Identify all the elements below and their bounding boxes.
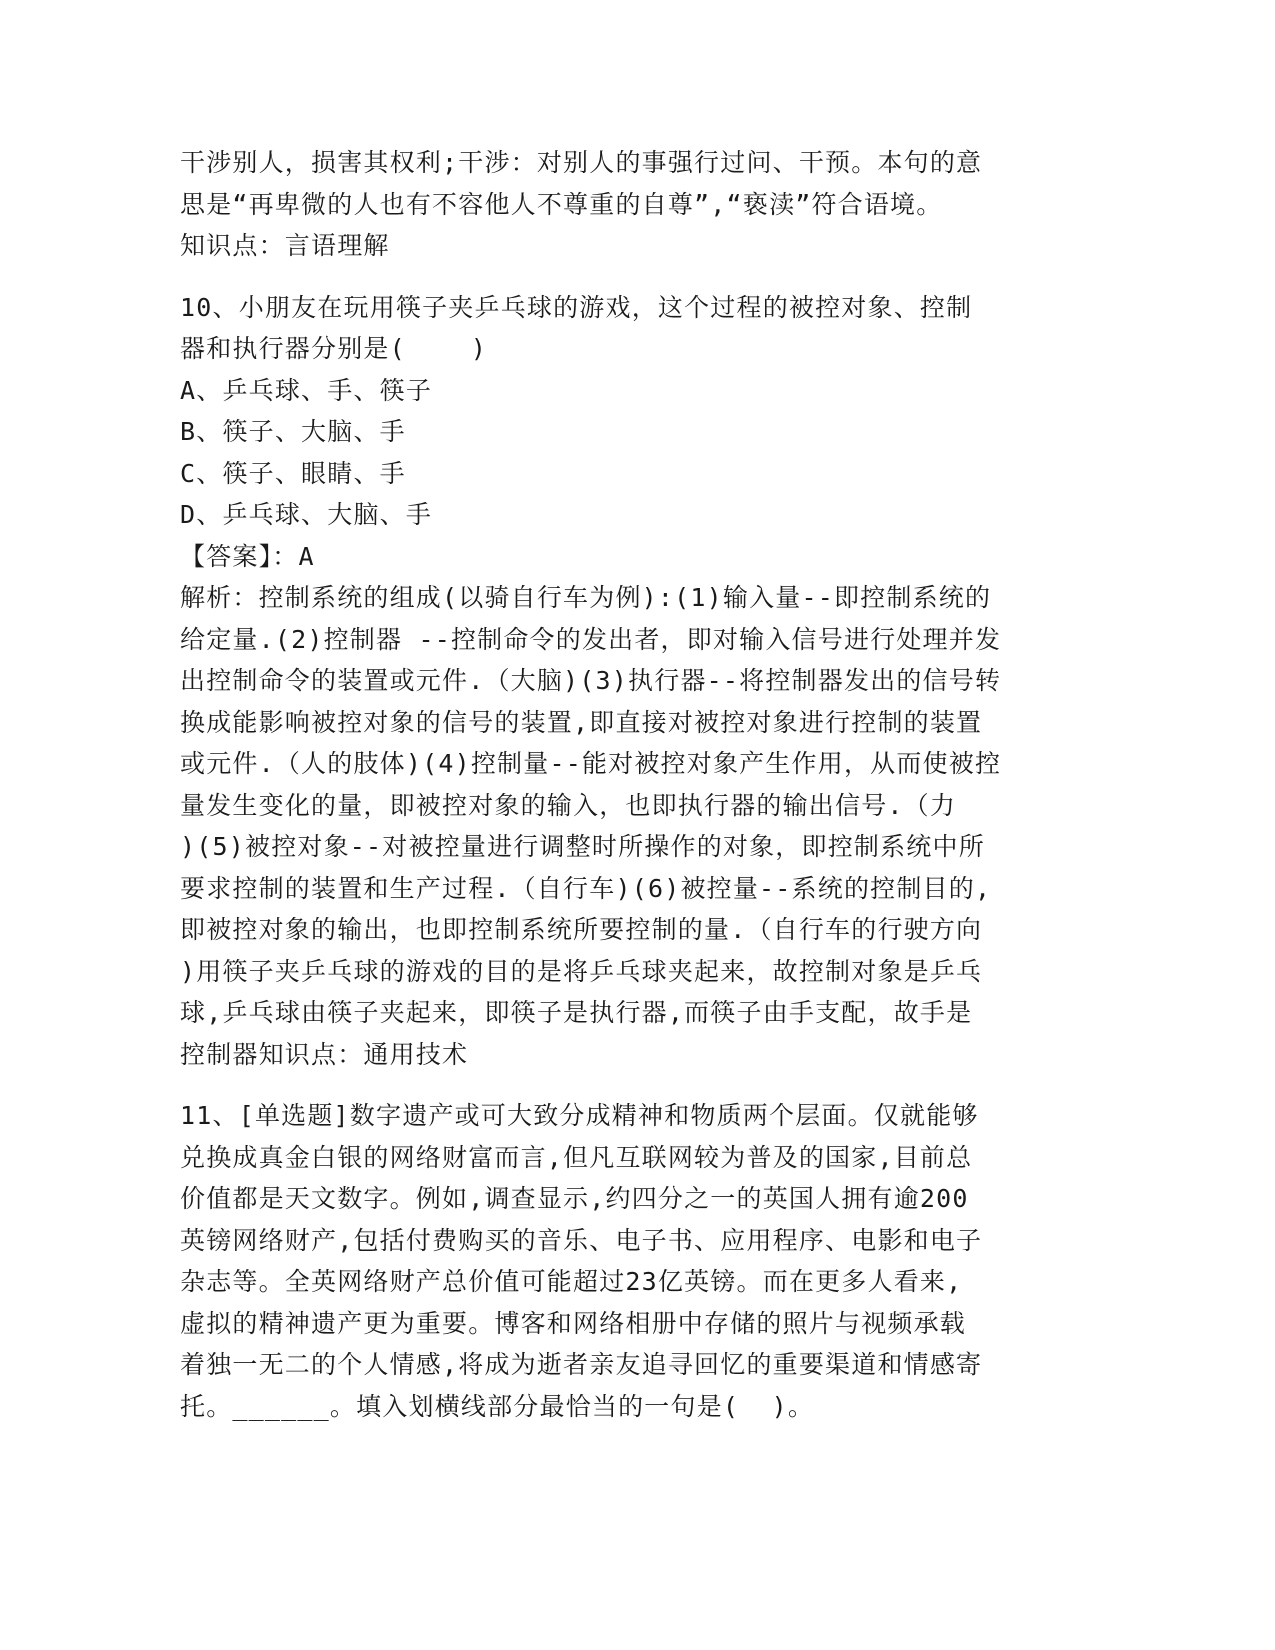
analysis-line: 要求控制的装置和生产过程.（自行车)(6)被控量--系统的控制目的,	[180, 873, 992, 903]
analysis-line: 即被控对象的输出，也即控制系统所要控制的量.（自行车的行驶方向	[180, 915, 983, 944]
page-content	[180, 142, 1040, 1427]
analysis-line: 给定量.(2)控制器 --控制命令的发出者，即对输入信号进行处理并发	[180, 624, 1002, 654]
knowledge-point: 知识点：言语理解	[180, 231, 390, 260]
analysis-line: 换成能影响被控对象的信号的装置,即直接对被控对象进行控制的装置	[180, 707, 983, 737]
question-stem-line: 器和执行器分别是( )	[180, 334, 488, 363]
question-stem-line: 10、小朋友在玩用筷子夹乒乓球的游戏，这个过程的被控对象、控制	[180, 292, 973, 322]
option-b: B、筷子、大脑、手	[180, 417, 406, 446]
previous-question-explanation	[180, 142, 1040, 267]
explanation-line: 干涉别人，损害其权利;干涉：对别人的事强行过问、干预。本句的意	[180, 148, 983, 177]
answer-line: 【答案】：A	[180, 541, 315, 571]
analysis-line: )用筷子夹乒乓球的游戏的目的是将乒乓球夹起来，故控制对象是乒乓	[180, 956, 983, 986]
analysis-line: 球,乒乓球由筷子夹起来，即筷子是执行器,而筷子由手支配，故手是	[180, 998, 973, 1027]
question-stem-line: 兑换成真金白银的网络财富而言,但凡互联网较为普及的国家,目前总	[180, 1142, 973, 1172]
analysis-line: 出控制命令的装置或元件.（大脑)(3)执行器--将控制器发出的信号转	[180, 666, 1002, 695]
question-stem-line: 着独一无二的个人情感,将成为逝者亲友追寻回忆的重要渠道和情感寄	[180, 1350, 983, 1379]
question-stem-line: 虚拟的精神遗产更为重要。博客和网络相册中存储的照片与视频承载	[180, 1308, 967, 1338]
analysis-line: 量发生变化的量，即被控对象的输入，也即执行器的输出信号.（力	[180, 790, 957, 820]
analysis-line: 或元件.（人的肢体)(4)控制量--能对被控对象产生作用，从而使被控	[180, 749, 1002, 778]
question-stem-line: 价值都是天文数字。例如,调查显示,约四分之一的英国人拥有逾200	[180, 1184, 969, 1213]
question-stem-line: 杂志等。全英网络财产总价值可能超过23亿英镑。而在更多人看来,	[180, 1267, 963, 1296]
knowledge-point: 控制器知识点：通用技术	[180, 1039, 469, 1069]
question-stem-line: 托。______。填入划横线部分最恰当的一句是( )。	[180, 1391, 815, 1421]
analysis-line: 解析：控制系统的组成(以骑自行车为例):(1)输入量--即控制系统的	[180, 583, 992, 612]
option-c: C、筷子、眼睛、手	[180, 458, 406, 488]
option-a: A、乒乓球、手、筷子	[180, 375, 433, 405]
explanation-line: 思是“再卑微的人也有不容他人不尊重的自尊”,“亵渎”符合语境。	[180, 189, 943, 219]
question-11	[180, 1095, 1040, 1427]
analysis-line: )(5)被控对象--对被控量进行调整时所操作的对象，即控制系统中所	[180, 832, 985, 861]
question-stem-line: 英镑网络财产,包括付费购买的音乐、电子书、应用程序、电影和电子	[180, 1225, 983, 1255]
question-10	[180, 287, 1040, 1076]
option-d: D、乒乓球、大脑、手	[180, 500, 433, 529]
question-stem-line: 11、[单选题]数字遗产或可大致分成精神和物质两个层面。仅就能够	[180, 1101, 979, 1130]
